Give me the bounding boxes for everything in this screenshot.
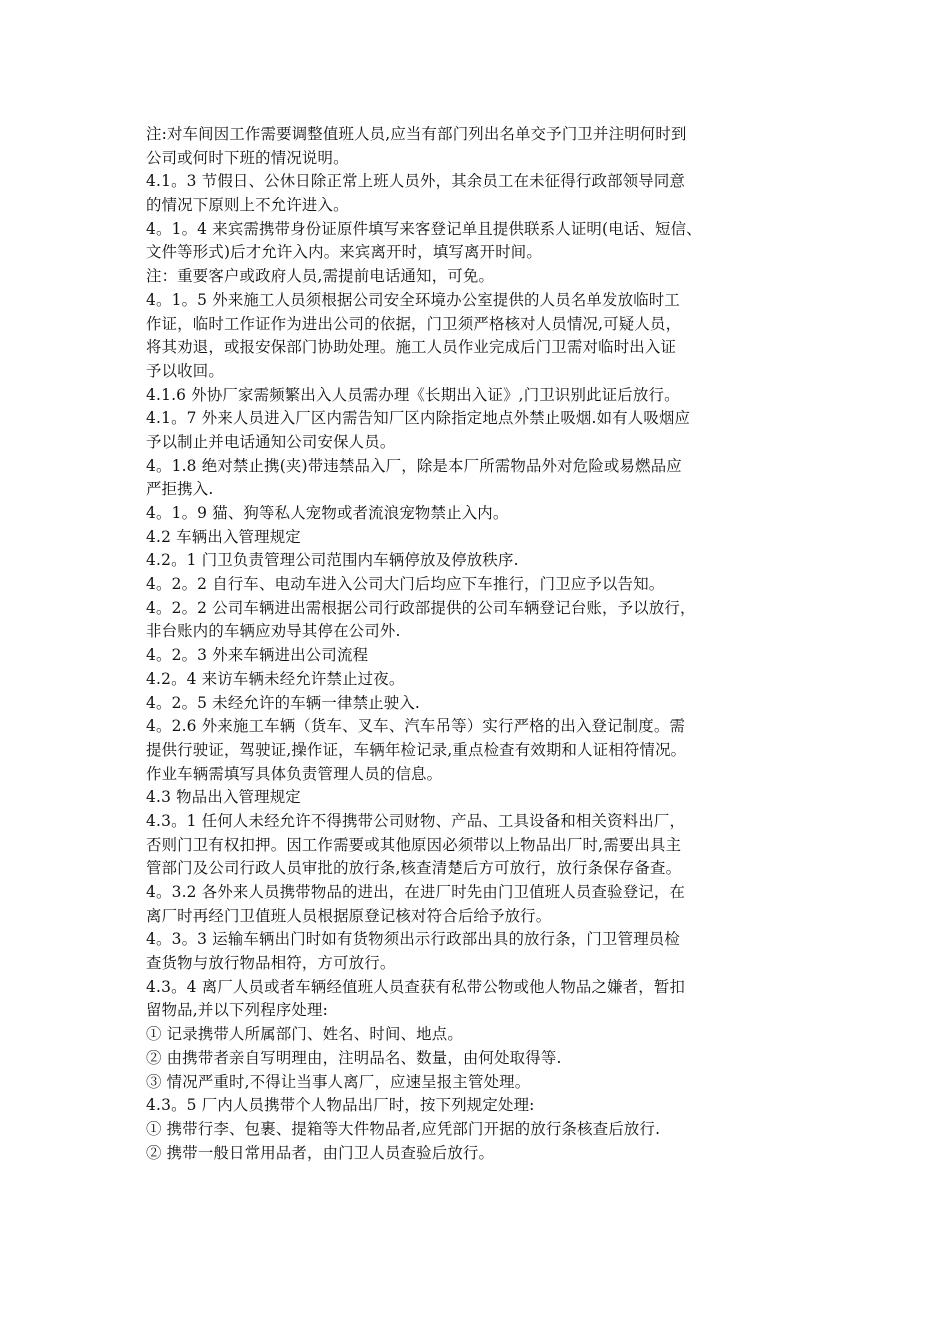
text-line: 4。2。5 未经允许的车辆一律禁止驶入. bbox=[146, 693, 421, 712]
list-item: ① 记录携带人所属部门、姓名、时间、地点。 bbox=[146, 1025, 463, 1044]
text-line: 将其劝退，或报安保部门协助处理。施工人员作业完成后门卫需对临时出入证 bbox=[146, 338, 677, 357]
list-item: ② 携带一般日常用品者，由门卫人员查验后放行。 bbox=[146, 1143, 495, 1162]
text-line: 离厂时再经门卫值班人员根据原登记核对符合后给予放行。 bbox=[146, 906, 552, 925]
text-line: 严拒携入. bbox=[146, 480, 214, 499]
text-line: 否则门卫有权扣押。因工作需要或其他原因必须带以上物品出厂时,需要出具主 bbox=[146, 835, 682, 854]
text-line: 4。2。2 公司车辆进出需根据公司行政部提供的公司车辆登记台账，予以放行， bbox=[146, 598, 696, 617]
text-line: 4.2。4 来访车辆未经允许禁止过夜。 bbox=[146, 669, 405, 688]
section-heading: 4.2 车辆出入管理规定 bbox=[146, 527, 301, 546]
list-item: ③ 情况严重时,不得让当事人离厂，应速呈报主管处理。 bbox=[146, 1072, 531, 1091]
text-line: 4.3。5 厂内人员携带个人物品出厂时，按下列规定处理: bbox=[146, 1096, 535, 1115]
text-line: 4。2。3 外来车辆进出公司流程 bbox=[146, 646, 369, 665]
text-line: 4。2。2 自行车、电动车进入公司大门后均应下车推行，门卫应予以告知。 bbox=[146, 575, 665, 594]
text-line: 作业车辆需填写具体负责管理人员的信息。 bbox=[146, 764, 443, 783]
text-line: 的情况下原则上不允许进入。 bbox=[146, 196, 349, 215]
document-body bbox=[146, 123, 826, 1165]
text-line: 作证，临时工作证作为进出公司的依据，门卫须严格核对人员情况,可疑人员， bbox=[146, 314, 682, 333]
text-line: 4。2.6 外来施工车辆（货车、叉车、汽车吊等）实行严格的出入登记制度。需 bbox=[146, 717, 686, 736]
section-heading: 4.3 物品出入管理规定 bbox=[146, 788, 301, 807]
text-line: 查货物与放行物品相符，方可放行。 bbox=[146, 954, 396, 973]
text-line: 4。1。4 来宾需携带身份证原件填写来客登记单且提供联系人证明(电话、短信、 bbox=[146, 219, 702, 238]
text-line: 公司或何时下班的情况说明。 bbox=[146, 148, 349, 167]
text-line: 文件等形式)后才允许入内。来宾离开时，填写离开时间。 bbox=[146, 243, 542, 262]
text-line: 4.1.6 外协厂家需频繁出入人员需办理《长期出入证》,门卫识别此证后放行。 bbox=[146, 385, 680, 404]
text-line: 4。1.8 绝对禁止携(夹)带违禁品入厂，除是本厂所需物品外对危险或易燃品应 bbox=[146, 456, 682, 475]
text-line: 4.2。1 门卫负责管理公司范围内车辆停放及停放秩序. bbox=[146, 551, 519, 570]
text-line: 注：重要客户或政府人员,需提前电话通知，可免。 bbox=[146, 267, 495, 286]
text-line: 注:对车间因工作需要调整值班人员,应当有部门列出名单交予门卫并注明何时到 bbox=[146, 125, 687, 143]
text-line: 予以制止并电话通知公司安保人员。 bbox=[146, 432, 396, 451]
text-line: 4。3。3 运输车辆出门时如有货物须出示行政部出具的放行条，门卫管理员检 bbox=[146, 930, 680, 949]
list-item: ① 携带行李、包裹、提箱等大件物品者,应凭部门开据的放行条核查后放行. bbox=[146, 1119, 661, 1138]
text-line: 4.3。1 任何人未经允许不得携带公司财物、产品、工具设备和相关资料出厂， bbox=[146, 811, 686, 830]
list-item: ② 由携带者亲自写明理由，注明品名、数量，由何处取得等. bbox=[146, 1048, 562, 1067]
text-line: 提供行驶证，驾驶证,操作证，车辆年检记录,重点检查有效期和人证相符情况。 bbox=[146, 740, 687, 759]
text-line: 留物品,并以下列程序处理: bbox=[146, 1001, 328, 1020]
text-line: 4.1。7 外来人员进入厂区内需告知厂区内除指定地点外禁止吸烟.如有人吸烟应 bbox=[146, 409, 691, 428]
text-line: 4。1。9 猫、狗等私人宠物或者流浪宠物禁止入内。 bbox=[146, 504, 509, 522]
text-line: 4.3。4 离厂人员或者车辆经值班人员查获有私带公物或他人物品之嫌者，暂扣 bbox=[146, 977, 686, 996]
text-line: 非台账内的车辆应劝导其停在公司外. bbox=[146, 622, 401, 641]
text-line: 4。1。5 外来施工人员须根据公司安全环境办公室提供的人员名单发放临时工 bbox=[146, 290, 680, 309]
text-line: 管部门及公司行政人员审批的放行条,核查清楚后方可放行，放行条保存备查。 bbox=[146, 859, 682, 878]
text-line: 予以收回。 bbox=[146, 361, 224, 380]
text-line: 4。3.2 各外来人员携带物品的进出，在进厂时先由门卫值班人员查验登记，在 bbox=[146, 883, 686, 901]
text-line: 4.1。3 节假日、公休日除正常上班人员外，其余员工在未征得行政部领导同意 bbox=[146, 172, 686, 191]
